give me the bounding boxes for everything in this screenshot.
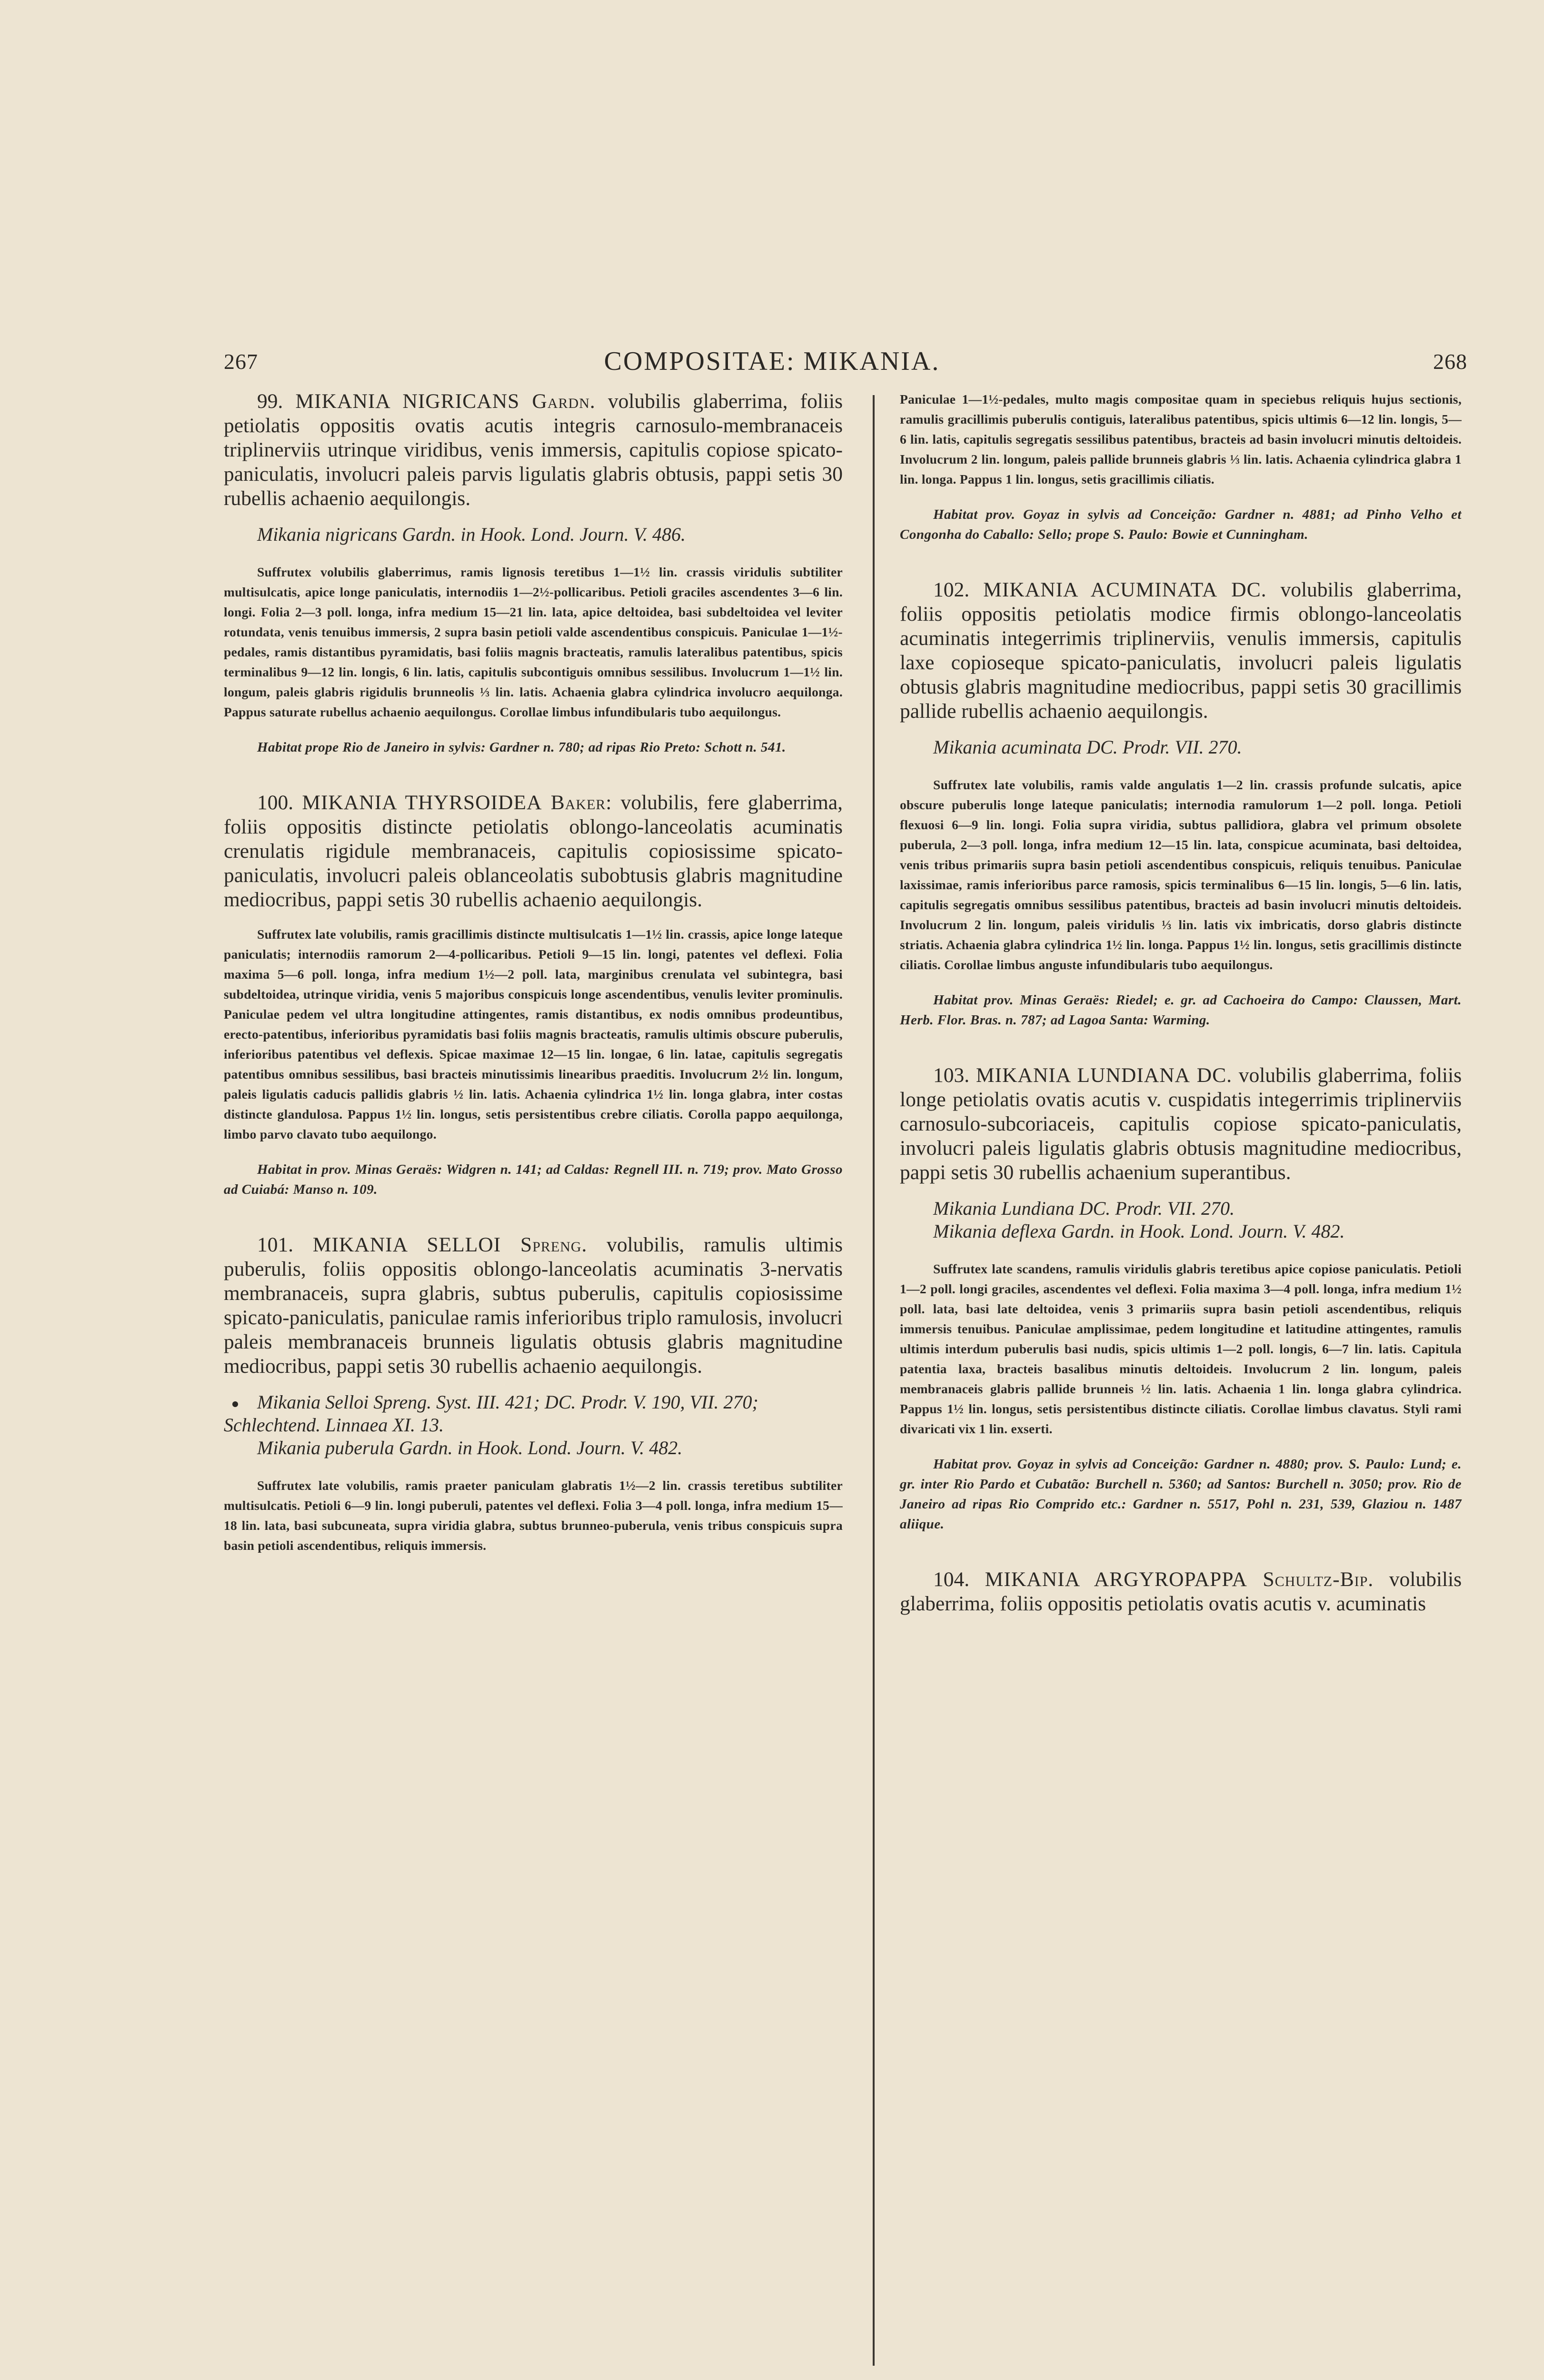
species-diagnosis: volubilis glaberrima, foliis longe petiolatis ovatis acutis v. cuspidatis integerrimis triplinerviis carnosulo-subcoriaceis, capitulis copiose spicato-paniculatis, involucri paleis ligulatis glabris obtusis magnitudine mediocribus, pappi setis 30 rubellis achaenium superantibus.: [900, 1064, 1462, 1184]
species-diagnosis: volubilis glaberrima, foliis petiolatis oppositis ovatis acutis integris carnosulo-membranaceis triplinerviis utrinque viridibus, venis immersis, capitulis copiose spicato-paniculatis, involucri paleis parvis ligulatis glabris obtusis, pappi setis 30 rubellis achaenio aequilongis.: [224, 390, 843, 510]
species-103-heading: [900, 1063, 1462, 1185]
species-name: MIKANIA ARGYROPAPPA: [985, 1568, 1247, 1591]
species-104-heading: [900, 1567, 1462, 1616]
species-diagnosis: volubilis, ramulis ultimis puberulis, foliis oppositis oblongo-lanceolatis acuminatis 3-nervatis membranaceis, supra glabris, subtus puberulis, capitulis copiosissime spicato-paniculatis, paniculae ramis inferioribus triplo ramulosis, involucri paleis membranaceis brunneis ligulatis obtusis glabris magnitudine mediocribus, pappi setis 30 rubellis achaenio aequilongis.: [224, 1233, 843, 1378]
species-diagnosis: volubilis glaberrima, foliis oppositis petiolatis ovatis acutis v. acuminatis: [900, 1568, 1462, 1615]
running-title: COMPOSITAE: MIKANIA.: [604, 347, 940, 376]
species-description-continued: Paniculae 1—1½-pedales, multo magis compositae quam in speciebus reliquis hujus sectionis, ramulis gracillimis puberulis contiguis, lateralibus patentibus, spicis ultimis 6—12 lin. longis, 5—6 lin. latis, capitulis segregatis sessilibus patentibus, bracteis ad basin involucri minutis deltoideis. Involucrum 2 lin. longum, paleis pallide brunneis glabris ⅓ lin. latis. Achaenia cylindrica glabra 1 lin. longa. Pappus 1 lin. longus, setis gracillimis ciliatis.: [900, 392, 1462, 486]
species-101-heading: [224, 1233, 843, 1378]
species-name: MIKANIA ACUMINATA: [983, 578, 1218, 601]
habitat-note: Habitat prov. Minas Geraës: Riedel; e. gr. ad Cachoeira do Campo: Claussen, Mart. Herb. Flor. Bras. n. 787; ad Lagoa Santa: Warming.: [900, 992, 1462, 1028]
citation: Mikania nigricans Gardn. in Hook. Lond. Journ. V. 486.: [257, 524, 686, 545]
habitat-note: Habitat in prov. Minas Geraës: Widgren n. 141; ad Caldas: Regnell III. n. 719; prov. Mato Grosso ad Cuiabá: Manso n. 109.: [224, 1162, 843, 1197]
species-diagnosis: volubilis, fere glaberrima, foliis oppositis distincte petiolatis oblongo-lanceolatis acuminatis crenulatis rigidule membranaceis, capitulis copiosissime spicato-paniculatis, involucri paleis oblanceolatis subobtusis glabris magnitudine mediocribus, pappi setis 30 rubellis achaenio aequilongis.: [224, 791, 843, 911]
species-102-heading: [900, 578, 1462, 724]
species-number: 99.: [257, 390, 283, 413]
citation: Mikania puberula Gardn. in Hook. Lond. Journ. V. 482.: [257, 1437, 683, 1458]
habitat-note: Habitat prov. Goyaz in sylvis ad Conceição: Gardner n. 4880; prov. S. Paulo: Lund; e. gr. inter Rio Pardo et Cubatão: Burchell n. 5360; ad Santos: Burchell n. 3050; prov. Rio de Janeiro ad ripas Rio Comprido etc.: Gardner n. 5517, Pohl n. 231, 539, Glaziou n. 1487 aliique.: [900, 1457, 1462, 1532]
species-description: Suffrutex late volubilis, ramis valde angulatis 1—2 lin. crassis profunde sulcatis, apice obscure puberulis longe lateque paniculatis; internodia ramulorum 1—2 poll. longa. Petioli flexuosi 6—9 lin. longi. Folia supra viridia, subtus pallidiora, glabra vel primum obsolete puberula, 2—3 poll. longa, infra medium 12—15 lin. lata, conspicue acuminata, basi deltoidea, venis tribus primariis supra basin petioli ascendentibus conspicuis, reliquis tenuibus. Paniculae laxissimae, ramis inferioribus parce ramosis, spicis terminalibus 6—15 lin. longis, 5—6 lin. latis, capitulis segregatis omnibus sessilibus patentibus, bracteis ad basin involucri minutis deltoideis. Involucrum 2 lin. longum, paleis viridulis ⅓ lin. latis vix imbricatis, dorso glabris distincte striatis. Achaenia glabra cylindrica 1½ lin. longa. Pappus 1½ lin. longus, setis gracillimis distincte ciliatis. Corollae limbus anguste infundibularis tubo aequilongus.: [900, 777, 1462, 972]
species-description: Suffrutex volubilis glaberrimus, ramis lignosis teretibus 1—1½ lin. crassis viridulis subtiliter multisulcatis, apice longe paniculatis, internodiis 1—2½-pollicaribus. Petioli graciles ascendentes 3—6 lin. longi. Folia 2—3 poll. longa, infra medium 15—21 lin. lata, apice deltoidea, basi subdeltoidea vel leviter rotundata, venis tenuibus immersis, 2 supra basin petioli valde ascendentibus conspicuis. Paniculae 1—1½-pedales, ramis distantibus pyramidatis, basi foliis magnis bracteatis, ramulis lateralibus patentibus, spicis terminalibus 9—12 lin. longis, 6 lin. latis, capitulis subcontiguis omnibus sessilibus. Involucrum 1—1½ lin. longum, paleis glabris rigidulis brunneolis ⅓ lin. latis. Achaenia glabra cylindrica involucro aequilonga. Pappus saturate rubellus achaenio aequilongus. Corollae limbus infundibularis tubo aequilongus.: [224, 565, 843, 719]
citation-text: Mikania Selloi Spreng. Syst. III. 421; DC. Prodr. V. 190, VII. 270; Schlechtend. Linnaea XI. 13.: [224, 1391, 758, 1436]
citation: Mikania acuminata DC. Prodr. VII. 270.: [933, 736, 1242, 758]
bullet-mark: [232, 1401, 238, 1407]
species-name: MIKANIA LUNDIANA: [976, 1064, 1190, 1087]
species-author: Baker:: [550, 791, 612, 814]
right-column: [900, 389, 1462, 1628]
citation: Mikania deflexa Gardn. in Hook. Lond. Journ. V. 482.: [933, 1220, 1345, 1242]
species-description: Suffrutex late volubilis, ramis praeter paniculam glabratis 1½—2 lin. crassis teretibus subtiliter multisulcatis. Petioli 6—9 lin. longi puberuli, patentes vel deflexi. Folia 3—4 poll. longa, infra medium 15—18 lin. lata, basi subcuneata, supra viridia glabra, subtus brunneo-puberula, venis tribus conspicuis supra basin petioli ascendentibus, reliquis immersis.: [224, 1478, 843, 1553]
species-description: Suffrutex late scandens, ramulis viridulis glabris teretibus apice copiose paniculatis. Petioli 1—2 poll. longi graciles, ascendentes vel deflexi. Folia maxima 3—4 poll. longa, infra medium 1½ poll. lata, basi late deltoidea, venis 3 primariis supra basin petioli ascendentibus, reliquis immersis tenuibus. Paniculae amplissimae, pedem longitudine et latitudine attingentes, ramulis ultimis interdum puberulis basi nudis, spicis ultimis 1—2 poll. longis, 6—7 lin. latis. Capitula patentia laxa, bracteis basalibus minutis deltoideis. Involucrum 2 lin. longum, paleis membranaceis glabris pallide brunneis ½ lin. latis. Achaenia 1 lin. longa glabra cylindrica. Pappus 1½ lin. longus, setis persistentibus distincte ciliatis. Corollae limbus clavatus. Styli rami divaricati vix 1 lin. exserti.: [900, 1261, 1462, 1436]
species-number: 102.: [933, 578, 970, 601]
species-number: 101.: [257, 1233, 294, 1256]
species-name: MIKANIA NIGRICANS: [295, 390, 520, 413]
species-99-heading: [224, 389, 843, 511]
habitat-note: Habitat prov. Goyaz in sylvis ad Conceição: Gardner n. 4881; ad Pinho Velho et Congonha do Caballo: Sello; prope S. Paulo: Bowie et Cunningham.: [900, 507, 1462, 542]
citation: [224, 1391, 843, 1437]
column-divider: [873, 395, 875, 2366]
species-author: DC.: [1196, 1064, 1232, 1087]
citation: Mikania Lundiana DC. Prodr. VII. 270.: [933, 1198, 1235, 1219]
species-author: DC.: [1231, 578, 1267, 601]
page-header: [0, 349, 1544, 382]
species-diagnosis: volubilis glaberrima, foliis oppositis petiolatis modice firmis oblongo-lanceolatis acuminatis integerrimis triplinerviis, venulis immersis, capitulis laxe copioseque spicato-paniculatis, involucri paleis ligulatis obtusis glabris magnitudine mediocribus, pappi setis 30 gracillimis pallide rubellis achaenio aequilongis.: [900, 578, 1462, 723]
species-author: Schultz-Bip.: [1263, 1568, 1374, 1591]
species-name: MIKANIA THYRSOIDEA: [302, 791, 542, 814]
page-number-right: 268: [1433, 349, 1467, 374]
species-number: 104.: [933, 1568, 970, 1591]
species-description: Suffrutex late volubilis, ramis gracillimis distincte multisulcatis 1—1½ lin. crassis, apice longe lateque paniculatis; internodiis ramorum 2—4-pollicaribus. Petioli 9—15 lin. longi, patentes vel deflexi. Folia maxima 5—6 poll. longa, infra medium 1½—2 poll. lata, marginibus crenulata vel subintegra, basi subdeltoidea, utrinque viridia, venis 5 majoribus conspicuis longe ascendentibus, venulis leviter prominulis. Paniculae pedem vel ultra longitudine attingentes, ramis distantibus, ex nodis omnibus prodeuntibus, erecto-patentibus, inferioribus pyramidatis basi foliis magnis bracteatis, ramulis ultimis obscure puberulis, inferioribus patentibus vel deflexis. Spicae maximae 12—15 lin. longae, 6 lin. latae, capitulis segregatis patentibus omnibus sessilibus, basi bracteis minutissimis linearibus praeditis. Involucrum 2½ lin. longum, paleis ligulatis caducis pallidis glabris ½ lin. latis. Achaenia cylindrica 1½ lin. longa glabra, inter costas distincte glandulosa. Pappus 1½ lin. longus, setis persistentibus crebre ciliatis. Corolla pappo aequilonga, limbo parvo clavato tubo aequilongo.: [224, 927, 843, 1141]
species-100-heading: [224, 791, 843, 912]
species-name: MIKANIA SELLOI: [312, 1233, 501, 1256]
species-number: 100.: [257, 791, 294, 814]
species-number: 103.: [933, 1064, 970, 1087]
species-author: Spreng.: [520, 1233, 588, 1256]
species-author: Gardn.: [532, 390, 596, 413]
page-number-left: 267: [224, 349, 258, 374]
left-column: [224, 389, 843, 1571]
habitat-note: Habitat prope Rio de Janeiro in sylvis: Gardner n. 780; ad ripas Rio Preto: Schott n. 541.: [257, 740, 786, 755]
